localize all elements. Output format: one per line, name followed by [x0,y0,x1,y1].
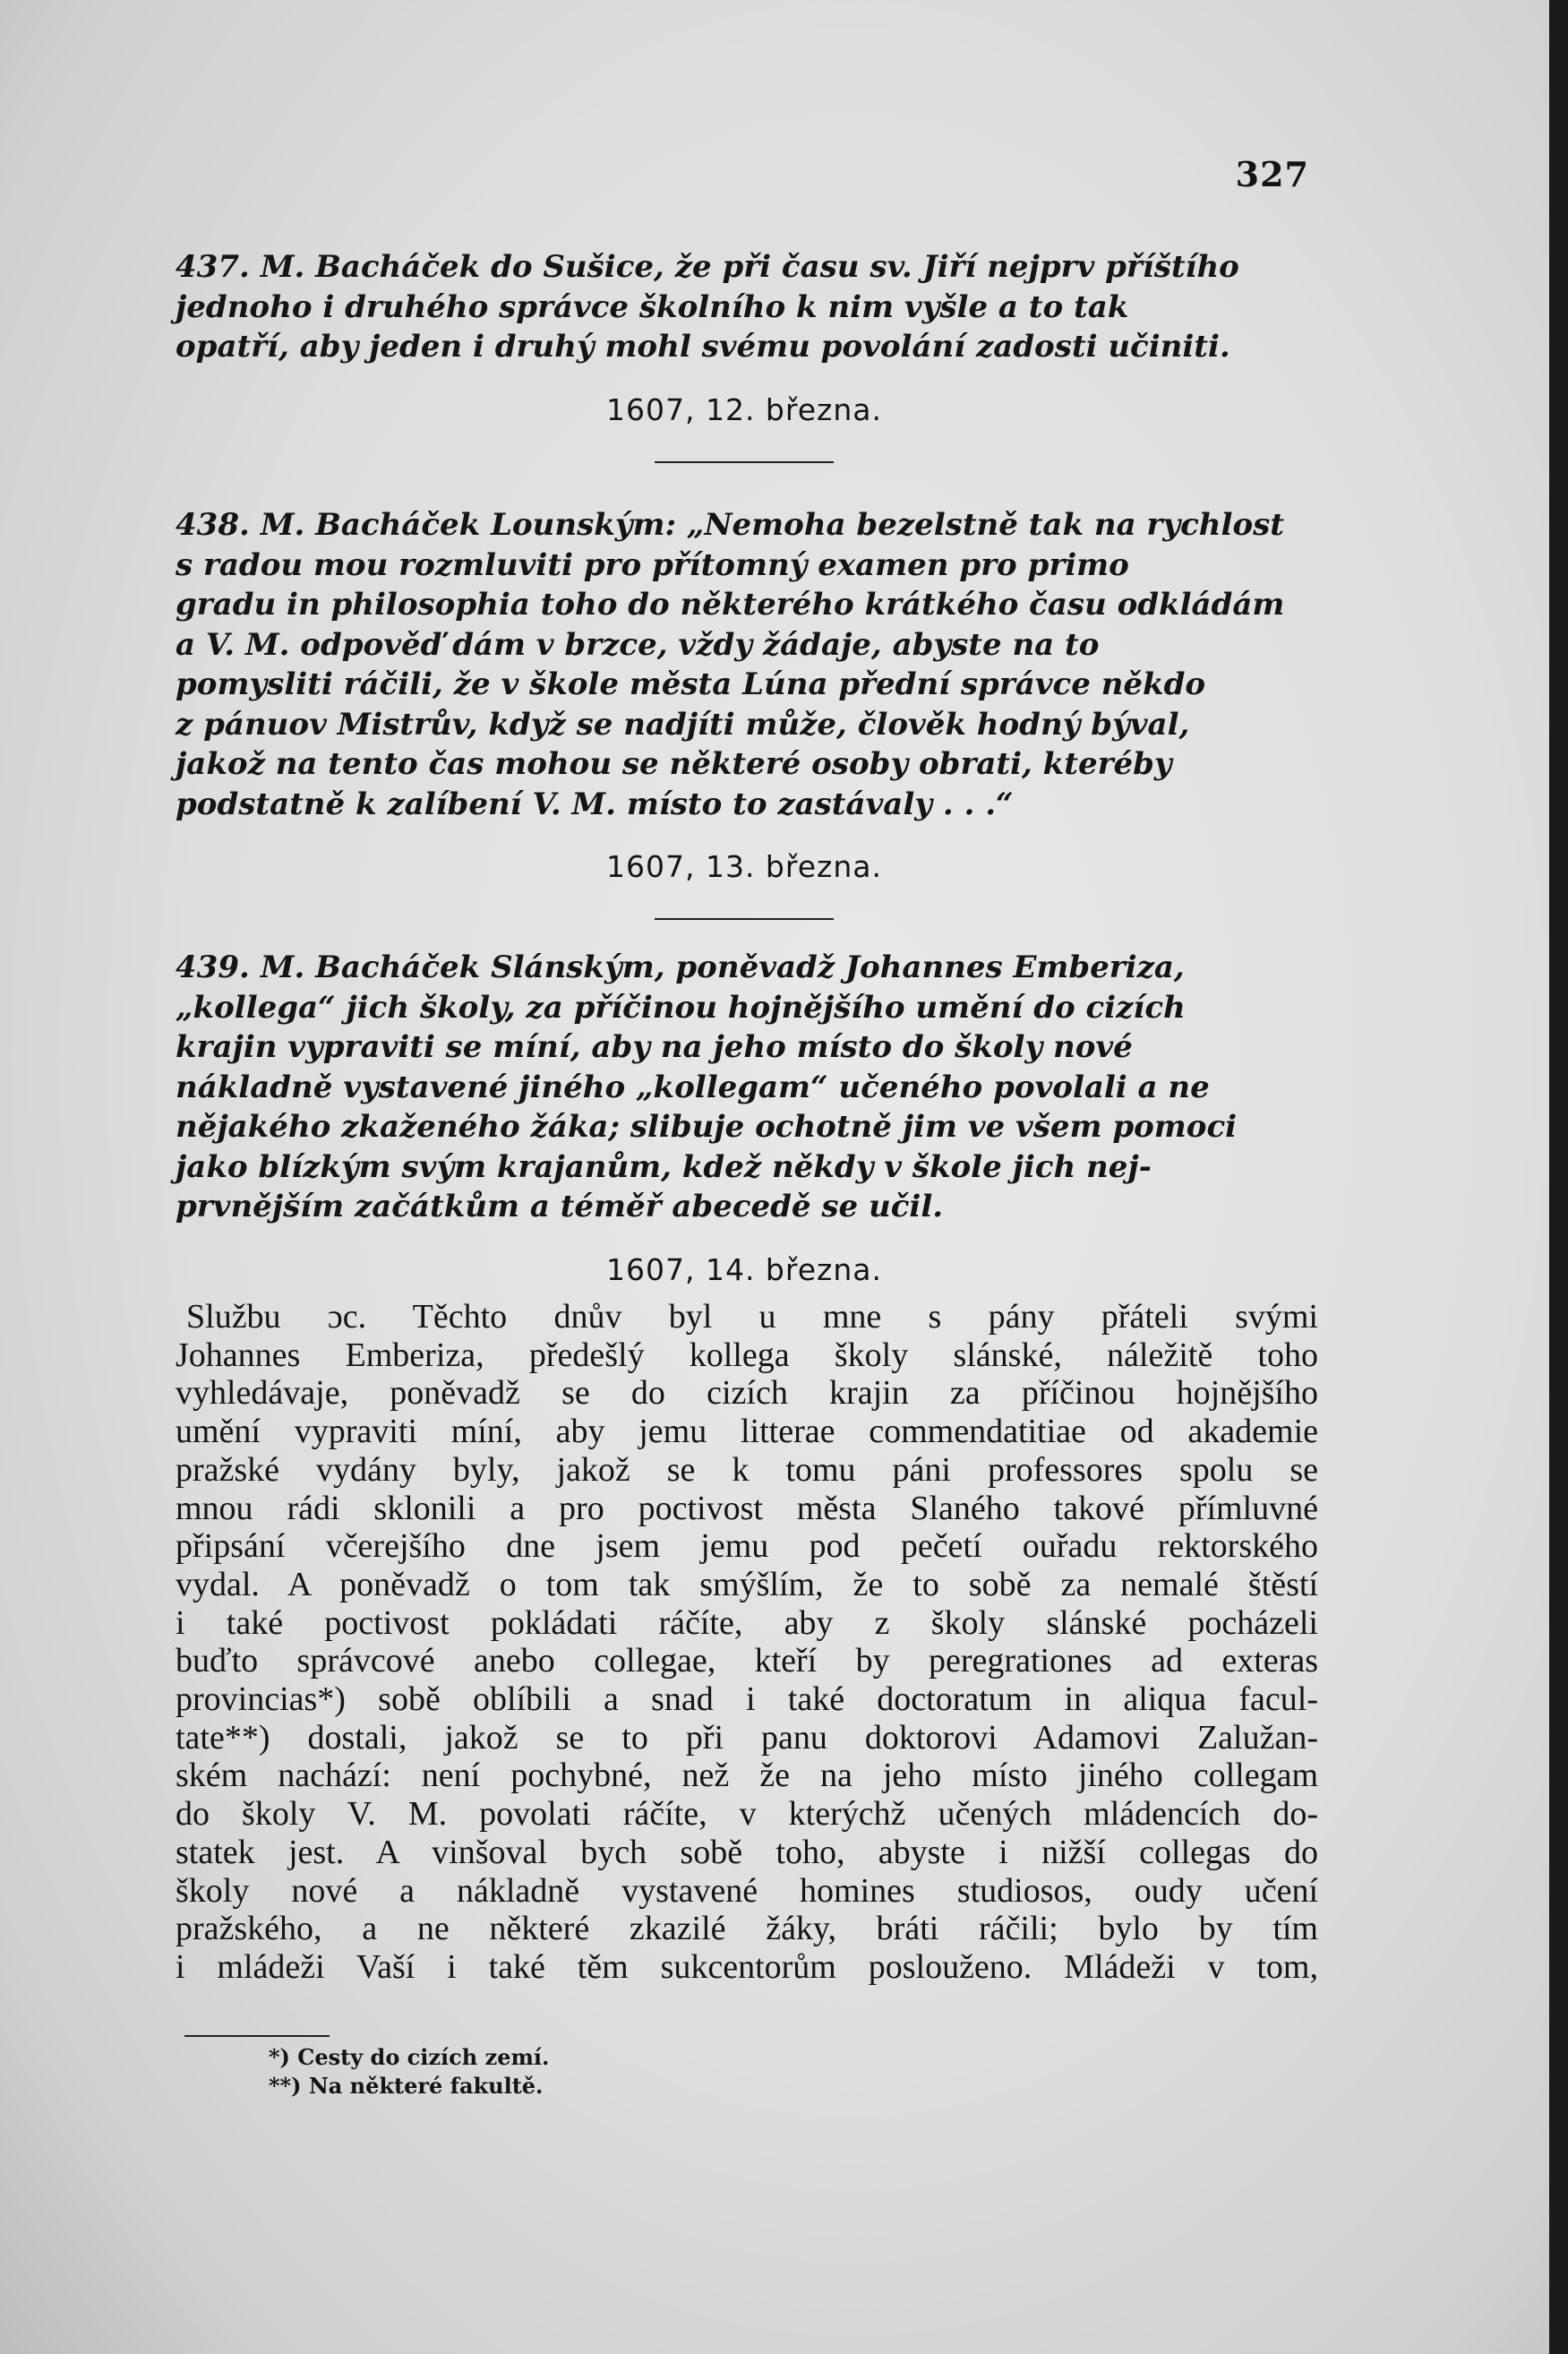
body-line: připsání včerejšího dne jsem jemu pod pečetí ouřadu rektorského [176,1527,1318,1566]
entry-heading [176,505,1313,824]
footnote: **) Na některé fakultě. [269,2073,544,2099]
body-line: Johannes Emberiza, předešlý kollega školy slánské, náležitě toho [176,1336,1318,1374]
body-line: vyhledávaje, poněvadž se do cizích krajin za příčinou hojnějšího [176,1374,1318,1413]
entry-date: 1607, 12. března. [606,391,882,427]
page-number: 327 [1235,154,1309,194]
body-line: i také poctivost pokládati ráčíte, aby z školy slánské pocházeli [176,1603,1318,1642]
entry-439 [176,948,1313,1287]
body-line: do školy V. M. povolati ráčíte, v kterýchž učených mládencích do- [176,1795,1318,1834]
entry-line: M. Bacháček Lounským: „Nemoha bezelstně tak na rychlost [260,507,1284,543]
entry-line: nákladně vystavené jiného „kollegam“ učeného povolali a ne [176,1069,1210,1105]
entry-line: pomysliti ráčili, že v škole města Lúna přední správce někdo [176,666,1206,702]
entry-date: 1607, 14. března. [606,1251,882,1287]
body-line: školy nové a nákladně vystavené homines studiosos, oudy učení [176,1871,1318,1910]
section-divider [655,918,834,920]
entry-heading [176,247,1313,367]
entry-line: a V. M. odpověď dám v brzce, vždy žádaje, abyste na to [176,626,1100,663]
entry-line: jednoho i druhého správce školního k nim vyšle a to tak [176,288,1129,325]
footnotes [269,2043,549,2101]
body-line: mnou rádi sklonili a pro poctivost města Slaného takové přímluvné [176,1489,1318,1527]
entry-line: M. Bacháček Slánským, poněvadž Johannes Emberiza, [260,949,1185,985]
entry-heading [176,948,1313,1227]
entry-line: s radou mou rozmluviti pro přítomný examen pro primo [176,546,1129,583]
entry-line: jako blízkým svým krajanům, kdež někdy v škole jich nej- [176,1148,1152,1185]
body-line: buďto správcové anebo collegae, kteří by peregrationes ad exteras [176,1642,1318,1680]
entry-437 [176,247,1313,463]
footnote-divider [184,2035,330,2037]
entry-line: krajin vypraviti se míní, aby na jeho místo do školy nové [176,1029,1133,1065]
entry-line: gradu in philosophia toho do některého krátkého času odkládám [176,587,1285,623]
entry-number: 439. [176,949,250,985]
body-line: pražského, a ne některé zkazilé žáky, bráti ráčili; bylo by tím [176,1910,1318,1948]
entry-line: z pánuov Mistrův, když se nadjíti může, člověk hodný býval, [176,706,1190,743]
body-line: ském nachází: není pochybné, než že na jeho místo jiného collegam [176,1757,1318,1795]
section-divider [655,461,834,463]
body-line: provincias*) sobě oblíbili a snad i také doctoratum in aliqua facul- [176,1680,1318,1719]
body-line: statek jest. A vinšoval bych sobě toho, abyste i nižší collegas do [176,1833,1318,1871]
entry-line: M. Bacháček do Sušice, že při času sv. Jiří nejprv příštího [260,249,1239,285]
body-line: vydal. A poněvadž o tom tak smýšlím, že to sobě za nemalé štěstí [176,1565,1318,1603]
entry-date: 1607, 13. března. [606,849,882,884]
body-line: umění vypraviti míní, aby jemu litterae commendatitiae od akademie [176,1413,1318,1451]
entry-438 [176,505,1313,920]
entry-number: 437. [176,249,250,285]
entry-line: prvnějším začátkům a téměř abecedě se učil. [176,1189,944,1224]
entry-number: 438. [176,507,250,543]
footnote: *) Cesty do cizích zemí. [269,2044,550,2070]
body-line: Službu ɔc. Těchto dnův byl u mne s pány přáteli svými [186,1298,1318,1336]
entry-line: podstatně k zalíbení V. M. místo to zastávaly . . .“ [176,786,1014,822]
entry-line: jakož na tento čas mohou se některé osoby obrati, kteréby [176,746,1172,782]
body-line: pražské vydány byly, jakož se k tomu páni professores spolu se [176,1450,1318,1489]
letter-body [176,1298,1318,1987]
entry-line: nějakého zkaženého žáka; slibuje ochotně jim ve všem pomoci [176,1109,1238,1145]
entry-line: „kollega“ jich školy, za příčinou hojnějšího umění do cizích [176,989,1186,1026]
body-line: tate**) dostali, jakož se to při panu doktorovi Adamovi Zalužan- [176,1718,1318,1757]
entry-line: opatří, aby jeden i druhý mohl svému povolání zadosti učiniti. [176,329,1230,365]
body-line: i mládeži Vaší i také těm sukcentorům poslouženo. Mládeži v tom, [176,1947,1318,1986]
